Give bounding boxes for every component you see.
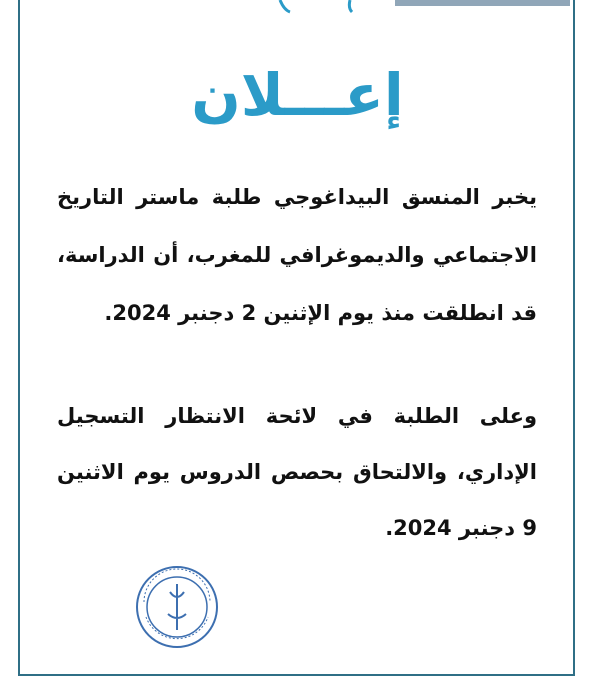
official-stamp — [132, 562, 222, 652]
announcement-paragraph-2: وعلى الطلبة في لائحة الانتظار التسجيل الإداري، والالتحاق بحصص الدروس يوم الاثنين 9 دجنبر 2024. — [57, 404, 537, 540]
university-logo — [260, 0, 380, 14]
announcement-title: إعـــلان — [191, 61, 404, 129]
faculty-name-strip — [395, 0, 570, 6]
announcement-paragraph-1: يخبر المنسق البيداغوجي طلبة ماستر التاريخ الاجتماعي والديموغرافي للمغرب، أن الدراسة، قد انطلقت منذ يوم الإثنين 2 دجنبر 2024. — [57, 185, 537, 325]
